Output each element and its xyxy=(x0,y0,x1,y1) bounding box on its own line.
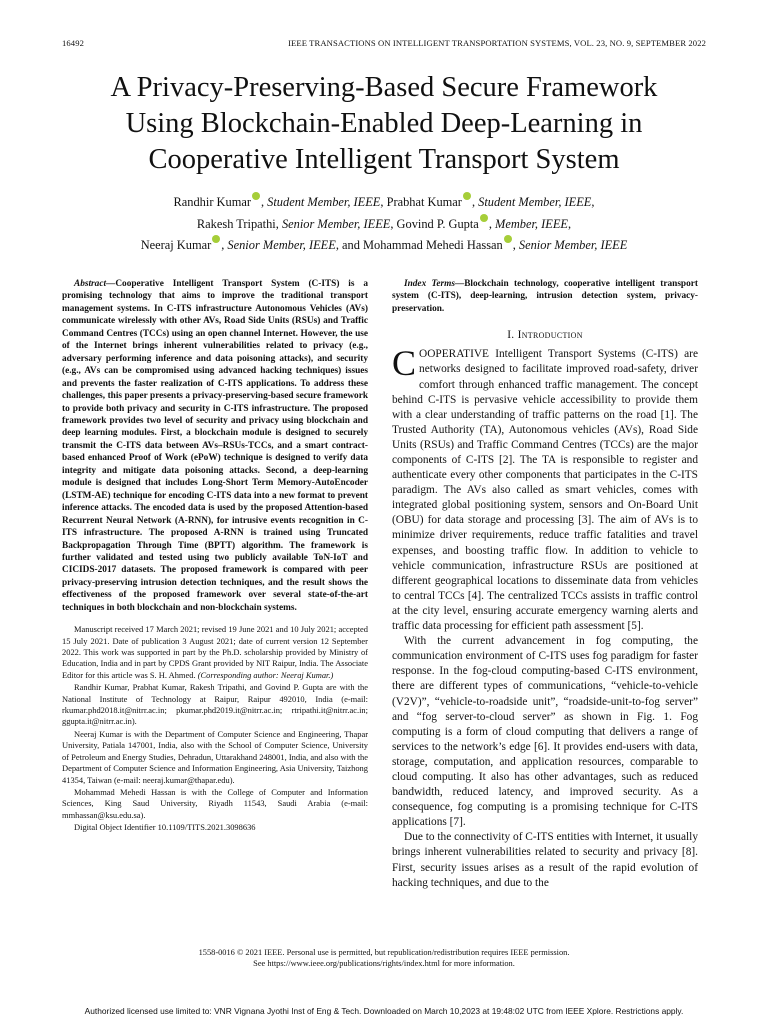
author-role: Senior Member, IEEE xyxy=(518,238,628,252)
author-name: Randhir Kumar xyxy=(173,195,251,209)
page-number: 16492 xyxy=(62,38,84,48)
author-name: Rakesh Tripathi xyxy=(196,216,276,231)
paragraph: With the current advancement in fog computing, the communication environment of C-ITS uses fog paradigm for faster response. In the fog-cloud computing-based C-ITS environment, there are different types of communications, “vehicle-to-vehicle (V2V)”, “vehicle-to-roadside unit”, “roadside-unit-to-fog server” and “fog server-to-cloud server” as shown in Fig. 1. Fog computing is a form of cloud computing that delivers a range of services to the network’s edge [6]. It provides end-users with data, storage, computation, and application resources, comparable to cloud computing. It also has other advantages, such as reduced bandwidth, reduced latency, and improved security. As a consequence, fog computing is a promising technique for C-ITS applications [7]. xyxy=(392,635,698,829)
copyright-line: 1558-0016 © 2021 IEEE. Personal use is permitted, but republication/redistribution requires IEEE permission. xyxy=(198,948,570,957)
title-line: A Privacy-Preserving-Based Secure Framework xyxy=(110,72,658,103)
affiliation-note: Randhir Kumar, Prabhat Kumar, Rakesh Tripathi, and Govind P. Gupta are with the National Institute of Technology at Raipur, Raipur 492010, India (e-mail: rkumar.phd2018.it@nitrr.ac.in; pkumar.phd2019.it@nitrr.ac.in; rtripathi.it@nitrr.ac.in; ggupta.it@nitrr.ac.in). xyxy=(62,682,368,727)
drop-cap: C xyxy=(392,343,417,384)
left-column xyxy=(62,278,368,835)
section-numeral: I. xyxy=(507,329,515,342)
introduction-body xyxy=(392,343,698,890)
doi-note[interactable]: Digital Object Identifier 10.1109/TITS.2021.3098636 xyxy=(74,822,256,833)
author-role: Senior Member, IEEE xyxy=(227,238,336,252)
author-name: Neeraj Kumar xyxy=(140,238,212,252)
corresponding-author: (Corresponding author: Neeraj Kumar.) xyxy=(197,669,334,680)
author-role: Member, IEEE xyxy=(495,216,568,231)
copyright-footer xyxy=(62,947,706,969)
orcid-icon[interactable] xyxy=(212,235,220,243)
author-name: Govind P. Gupta xyxy=(396,216,479,231)
author-name: Mohammad Mehedi Hassan xyxy=(363,238,503,252)
orcid-icon[interactable] xyxy=(252,192,260,200)
paragraph: COOPERATIVE Intelligent Transport Systems (C-ITS) are networks designed to facilitate improved road-safety, driver comfort through enhanced traffic management. The concept behind C-ITS is pervasive vehicle accessibility to provide them with a clear understanding of traffic patterns on the road [1]. The Trusted Authority (TA), Autonomous vehicles (AVs), Road Side Units (RSUs) and Traffic Command Centres (TCCs) are the major components of C-ITS [2]. The TA is responsible to register and authenticate every other components that participates in the C-ITS paradigm. The AVs also called as smart vehicles, comes with integrated global positioning system, sensors and On-Board Unit (OBU) for data storage and processing [3]. The aim of AVs is to minimize driver requirements, reduce traffic fatalities and travel expenses, and boosting traffic flow. In addition to vehicle to vehicle communication, infrastructure RSUs are positioned at different geographical locations to disseminate data from vehicles to central TCCs [4]. The centralized TCCs assists in traffic control at the city level, ensuring accurate emergency warning alerts and traffic data processing for efficient path assessment [5]. xyxy=(392,343,698,633)
footnotes xyxy=(62,624,368,833)
section-heading xyxy=(392,329,698,341)
author-role: Student Member, IEEE xyxy=(267,195,381,209)
orcid-icon[interactable] xyxy=(504,235,512,243)
index-terms-text: Blockchain technology, cooperative intelligent transport system (C-ITS), deep-learning, intrusion detection system, privacy-preservation. xyxy=(392,279,698,314)
abstract-label: Abstract xyxy=(74,279,107,289)
title-line: Using Blockchain-Enabled Deep-Learning in xyxy=(125,108,643,139)
journal-name: IEEE TRANSACTIONS ON INTELLIGENT TRANSPORTATION SYSTEMS, VOL. 23, NO. 9, SEPTEMBER 2022 xyxy=(288,38,706,48)
index-terms-label: Index Terms xyxy=(404,279,455,289)
authorized-use-notice: Authorized licensed use limited to: VNR Vignana Jyothi Inst of Eng & Tech. Downloaded on March 10,2023 at 19:48:02 UTC from IEEE Xplore. Restrictions apply. xyxy=(84,1006,684,1016)
right-column xyxy=(392,278,698,891)
affiliation-note: Neeraj Kumar is with the Department of Computer Science and Engineering, Thapar University, Patiala 147001, India, also with the School of Computer Science, University of Petroleum and Energy Studies, Dehradun, Uttarakhand 248001, India, and also with the Department of Computer Science and Information Engineering, Asia University, Taizhong 41354, Taiwan (e-mail: neeraj.kumar@thapar.edu). xyxy=(62,728,368,785)
title-line: Cooperative Intelligent Transport System xyxy=(148,144,620,175)
paragraph: Due to the connectivity of C-ITS entities with Internet, it usually brings inherent vulnerabilities related to security and privacy [8]. First, security issues arises as a result of the rapid evolution of hacking techniques, and due to the xyxy=(392,831,698,889)
affiliation-note: Mohammad Mehedi Hassan is with the College of Computer and Information Sciences, King Saud University, Riyadh 11543, Saudi Arabia (e-mail: mmhassan@ksu.edu.sa). xyxy=(62,786,368,820)
orcid-icon[interactable] xyxy=(480,214,488,222)
rights-link[interactable]: See https://www.ieee.org/publications/rights/index.html for more information. xyxy=(253,959,515,968)
index-terms: Index Terms—Blockchain technology, cooperative intelligent transport system (C-ITS), deep-learning, intrusion detection system, privacy-preservation. xyxy=(392,279,698,314)
author-role: Senior Member, IEEE xyxy=(281,216,391,231)
paper-title xyxy=(40,70,728,178)
author-name: Prabhat Kumar xyxy=(386,195,462,209)
abstract: Abstract—Cooperative Intelligent Transport System (C-ITS) is a promising technology that aims to improve the traditional transport management systems. In C-ITS infrastructure Autonomous Vehicles (AVs) communicate wirelessly with other AVs, Road Side Units (RSUs) and Traffic Command Centres (TCCs) using an open channel Internet. However, the use of the Internet brings inherent vulnerabilities related to privacy (e.g., adversary performing inference and data poisoning attacks), and security (e.g., AVs can be compromised using advanced hacking techniques) issues and prevents the faster realization of C-ITS applications. To address these challenges, this paper presents a privacy-preserving-based secure framework to provide both privacy and security in C-ITS infrastructure. The proposed framework provides two level of security and privacy using blockchain and deep learning modules. First, a blockchain module is designed to securely transmit the C-ITS data between AVs–RSUs-TCCs, and a smart contract-based enhanced Proof of Work (ePoW) technique is designed to verify data integrity and mitigate data poisoning attacks. Second, a deep-learning module is designed that includes Long-Short Term Memory-AutoEncoder (LSTM-AE) technique for encoding C-ITS data into a new format to prevent inference attacks. The encoded data is used by the proposed Attention-based Recurrent Neural Network (A-RNN), for intrusive events recognition in C-ITS infrastructure. The proposed A-RNN is trained using Truncated Backpropagation Through Time (BPTT) algorithm. The framework is further validated and tested using two publicly available ToN-IoT and CICIDS-2017 datasets. The proposed framework is compared with peer privacy-preserving intrusion detection techniques, and the result shows the effectiveness of the proposed framework over several state-of-the-art techniques in both blockchain and non-blockchain systems. xyxy=(62,279,368,613)
manuscript-note: Manuscript received 17 March 2021; revised 19 June 2021 and 10 July 2021; accepted 15 July 2021. Date of publication 3 August 2021; date of current version 12 September 2022. This work was supported in part by the Ph.D. scholarship provided by Ministry of Education, India and in part by CPDS Grant provided by NIT Raipur, India. The Associate Editor for this article was S. H. Ahmed. (Corresponding author: Neeraj Kumar.) xyxy=(62,624,368,680)
orcid-icon[interactable] xyxy=(463,192,471,200)
author-role: Student Member, IEEE xyxy=(478,195,592,209)
author-list: Randhir Kumar , Student Member, IEEE, Prabhat Kumar , Student Member, IEEE, Rakesh Tripathi, Senior Member, IEEE, Govind P. Gupta , Member, IEEE, Neeraj Kumar , Senior Member, IEEE, and Mohammad Mehedi Hassan , Senior Member, IEEE xyxy=(40,192,728,257)
section-title: Introduction xyxy=(517,329,583,342)
running-header xyxy=(62,38,706,48)
abstract-text: Cooperative Intelligent Transport System (C-ITS) is a promising technology that aims to improve the traditional transport management systems. In C-ITS infrastructure Autonomous Vehicles (AVs) communicate wirelessly with other AVs, Road Side Units (RSUs) and Traffic Command Centres (TCCs) using an open channel Internet. However, the use of the Internet brings inherent vulnerabilities related to privacy (e.g., adversary performing inference and data poisoning attacks), and security (e.g., AVs can be compromised using advanced hacking techniques) issues and prevents the faster realization of C-ITS applications. To address these challenges, this paper presents a privacy-preserving-based secure framework to provide both privacy and security in C-ITS infrastructure. The proposed framework provides two level of security and privacy using blockchain and deep learning modules. First, a blockchain module is designed to securely transmit the C-ITS data between AVs–RSUs-TCCs, and a smart contract-based enhanced Proof of Work (ePoW) technique is designed to verify data integrity and mitigate data poisoning attacks. Second, a deep-learning module is designed that includes Long-Short Term Memory-AutoEncoder (LSTM-AE) technique for encoding C-ITS data into a new format to prevent inference attacks. The encoded data is used by the proposed Attention-based Recurrent Neural Network (A-RNN), for intrusive events recognition in C-ITS infrastructure. The proposed A-RNN is trained using Truncated Backpropagation Through Time (BPTT) algorithm. The framework is further validated and tested using two publicly available ToN-IoT and CICIDS-2017 datasets. The proposed framework is compared with peer privacy-preserving intrusion detection techniques, and the result shows the effectiveness of the proposed framework over several state-of-the-art techniques in both blockchain and non-blockchain systems. xyxy=(62,279,368,613)
